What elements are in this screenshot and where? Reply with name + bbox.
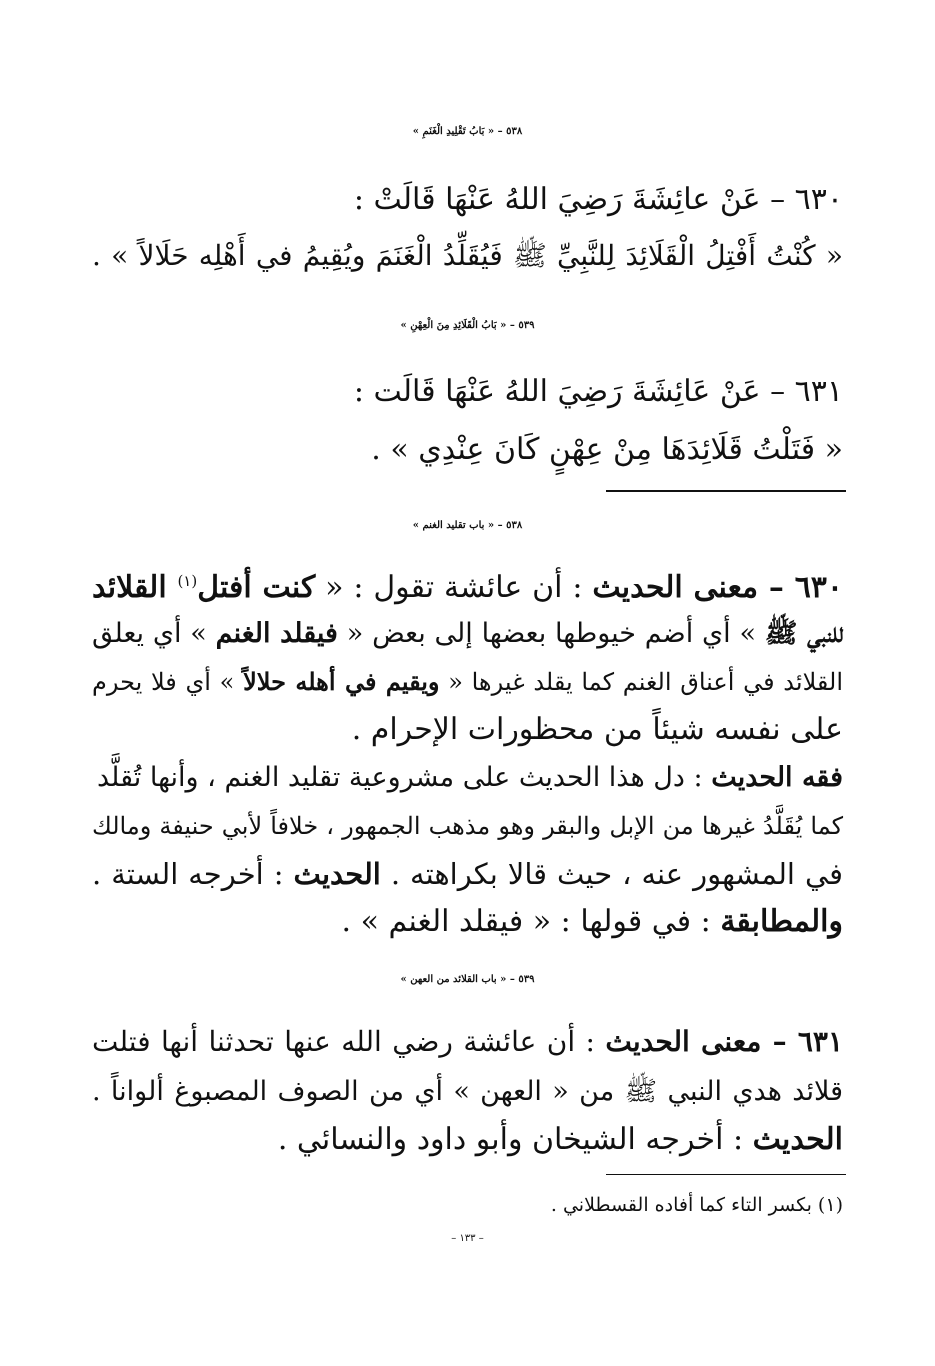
hadith-631-text: « فَتَلْتُ قَلَائِدَهَا مِنْ عِهْنٍ كَانَ عِنْدِي » . xyxy=(371,432,843,467)
hadith-630-intro: ٦٣٠ – عَنْ عائِشَةَ رَضِيَ اللهُ عَنْهَا قَالَتْ : xyxy=(353,182,843,217)
commentary-630-line-3 xyxy=(92,662,843,702)
text-run: القلائد في أعناق الغنم كما يقلد غيرها « xyxy=(439,668,844,696)
fiqh-line-2: كما يُقَلَّدُ غيرها من الإبل والبقر وهو مذهب الجمهور ، خلافاً لأبي حنيفة ومالك xyxy=(92,812,843,840)
page-number: – ١٣٣ – xyxy=(451,1233,484,1244)
fiqh-line-4 xyxy=(342,902,843,942)
quoted-phrase: كنت أفتل xyxy=(197,570,316,605)
commentary-chapter-539-title: ٥٣٩ – « باب القلائد من العهن » xyxy=(400,974,535,985)
hadith-label: الحديث xyxy=(752,1122,843,1157)
commentary-630-line-2 xyxy=(92,614,843,654)
correspondence-heading: والمطابقة xyxy=(720,904,843,939)
text-run: » أي أضم خيوطها بعضها إلى بعض « xyxy=(337,618,765,649)
chapter-539-title: ٥٣٩ – « بَابُ الْقَلَائِدِ مِنَ الْعِهْنِ » xyxy=(400,320,535,331)
commentary-631-line-2: قلائد هدي النبي ﷺ من « العهن » أي من الصوف المصبوغ ألواناً . xyxy=(92,1076,843,1107)
commentary-631-line-3 xyxy=(278,1120,843,1160)
quoted-phrase: للنبي ﷺ xyxy=(764,618,843,649)
footnote: (١) بكسر التاء كما أفاده القسطلاني . xyxy=(550,1194,843,1216)
hadith-631-intro: ٦٣١ – عَنْ عَائِشَةَ رَضِيَ اللهُ عَنْهَا قَالَت : xyxy=(353,374,843,409)
text-run: » أي فلا يحرم xyxy=(92,668,244,696)
commentary-630-line-1 xyxy=(92,568,843,608)
meaning-heading: ٦٣١ – معنى الحديث xyxy=(605,1025,843,1058)
text-run: : أن عائشة رضي الله عنها تحدثنا أنها فتلت xyxy=(92,1025,606,1058)
quoted-phrase: فيقلد الغنم xyxy=(215,618,338,649)
text-run: : أخرجه الشيخان وأبو داود والنسائي . xyxy=(277,1122,753,1157)
commentary-631-line-1 xyxy=(92,1022,843,1062)
footnote-reference: (١) xyxy=(177,572,198,590)
section-divider xyxy=(606,490,846,492)
fiqh-line-1 xyxy=(96,758,843,798)
hadith-label: الحديث xyxy=(293,857,381,891)
footnote-divider xyxy=(606,1174,846,1175)
commentary-chapter-538-title: ٥٣٨ – « باب تقليد الغنم » xyxy=(412,520,523,531)
text-run: : دل هذا الحديث على مشروعية تقليد الغنم ، وأنها تُقلَّد xyxy=(96,762,712,793)
fiqh-line-3 xyxy=(92,854,843,894)
fiqh-heading: فقه الحديث xyxy=(711,762,843,793)
chapter-538-title: ٥٣٨ – « بَابُ تَقْلِيدِ الْغَنَمِ » xyxy=(412,126,523,137)
commentary-630-line-4: على نفسه شيئاً من محظورات الإحرام . xyxy=(351,712,843,747)
text-run: » أي يعلق xyxy=(92,618,216,649)
text-run: : أن عائشة تقول : « xyxy=(315,570,593,605)
text-run: : في قولها : « فيقلد الغنم » . xyxy=(341,904,721,939)
text-run: في المشهور عنه ، حيث قالا بكراهته . xyxy=(380,857,843,891)
meaning-heading: ٦٣٠ – معنى الحديث xyxy=(592,570,844,605)
text-run: : أخرجه الستة . xyxy=(92,857,294,891)
quoted-phrase: ويقيم في أهله حلالاً xyxy=(243,667,440,696)
quoted-phrase: القلائد xyxy=(92,570,178,605)
hadith-630-text: « كُنْتُ أَفْتِلُ الْقَلَائِدَ لِلنَّبِيِّ ﷺ فَيُقَلِّدُ الْغَنَمَ ويُقِيمُ في أَهْلِه حَلَالاً » . xyxy=(92,239,843,272)
